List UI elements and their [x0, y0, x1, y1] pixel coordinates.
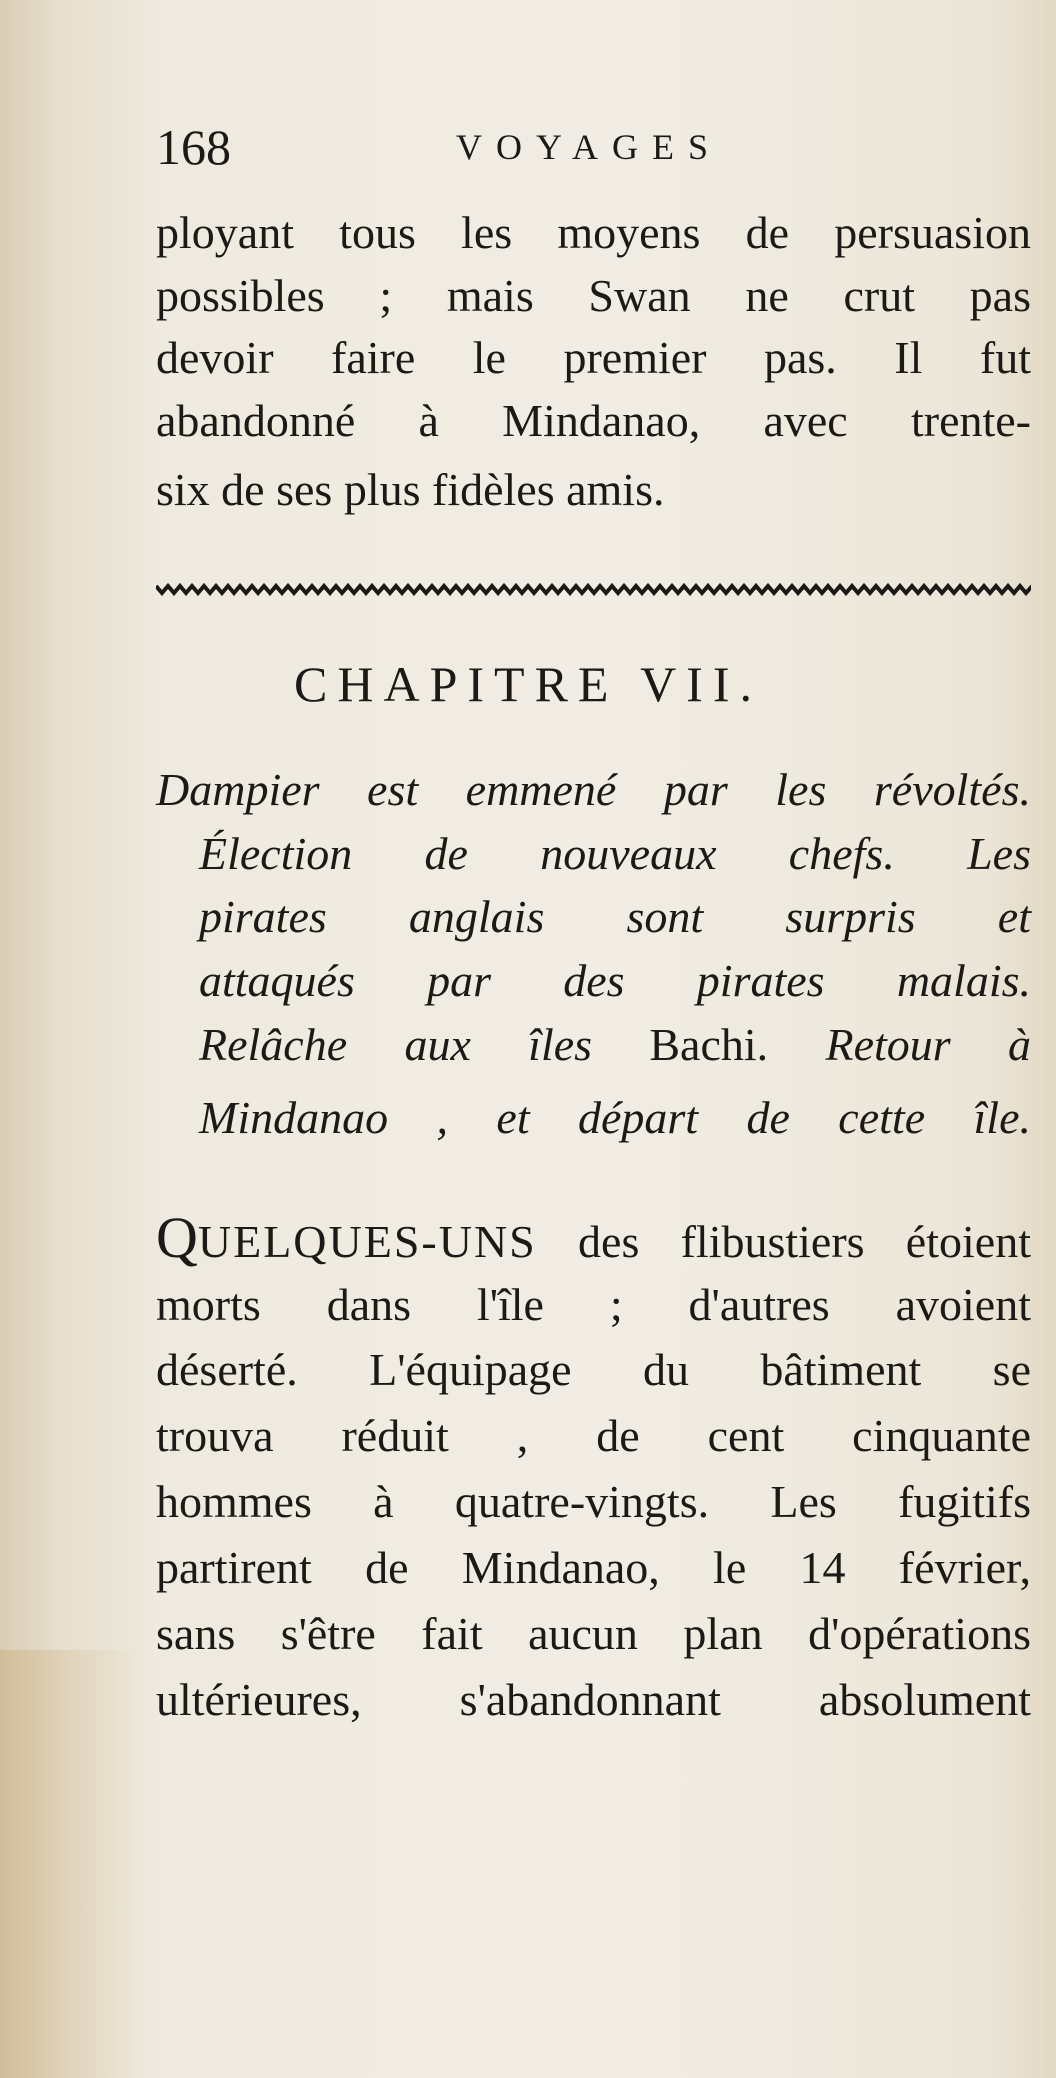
summary-line: Élection de nouveaux chefs. Les [199, 828, 1031, 879]
text-line: six de ses plus fidèles amis. [156, 464, 665, 515]
text-line: partirent de Mindanao, le 14 février, [156, 1542, 1031, 1593]
summary-line: pirates anglais sont surpris et [199, 891, 1031, 942]
summary-text: Bachi. [649, 1019, 769, 1070]
text-line: devoir faire le premier pas. Il fut [156, 332, 1031, 383]
chapter-title: CHAPITRE VII. [294, 656, 762, 712]
paper-stain [0, 1650, 140, 2078]
summary-text: Retour à [768, 1019, 1031, 1070]
text-line: abandonné à Mindanao, avec trente- [156, 395, 1031, 446]
text-line: possibles ; mais Swan ne crut pas [156, 270, 1031, 321]
small-caps-text: UELQUES-UNS [197, 1216, 537, 1267]
text-line: trouva réduit , de cent cinquante [156, 1410, 1031, 1461]
text-line: morts dans l'île ; d'autres avoient [156, 1279, 1031, 1330]
text-line: hommes à quatre-vingts. Les fugitifs [156, 1476, 1031, 1527]
initial-letter: Q [156, 1205, 198, 1270]
page-number: 168 [156, 119, 231, 175]
summary-line [199, 1017, 1031, 1073]
summary-text: Relâche aux îles [199, 1019, 650, 1070]
text: des flibustiers étoient [536, 1216, 1031, 1267]
running-head: VOYAGES [456, 127, 723, 167]
summary-line: Mindanao , et départ de cette île. [199, 1092, 1031, 1143]
text-line: ultérieures, s'abandonnant absolument [156, 1674, 1031, 1725]
text-line [156, 1205, 1031, 1270]
text-line: déserté. L'équipage du bâtiment se [156, 1344, 1031, 1395]
summary-line: Dampier est emmené par les révoltés. [156, 764, 1031, 815]
ornamental-divider [156, 582, 1031, 596]
text-line: ployant tous les moyens de persuasion [156, 207, 1031, 258]
page-header [156, 118, 1031, 178]
summary-line: attaqués par des pirates malais. [199, 955, 1031, 1006]
text-line: sans s'être fait aucun plan d'opérations [156, 1608, 1031, 1659]
